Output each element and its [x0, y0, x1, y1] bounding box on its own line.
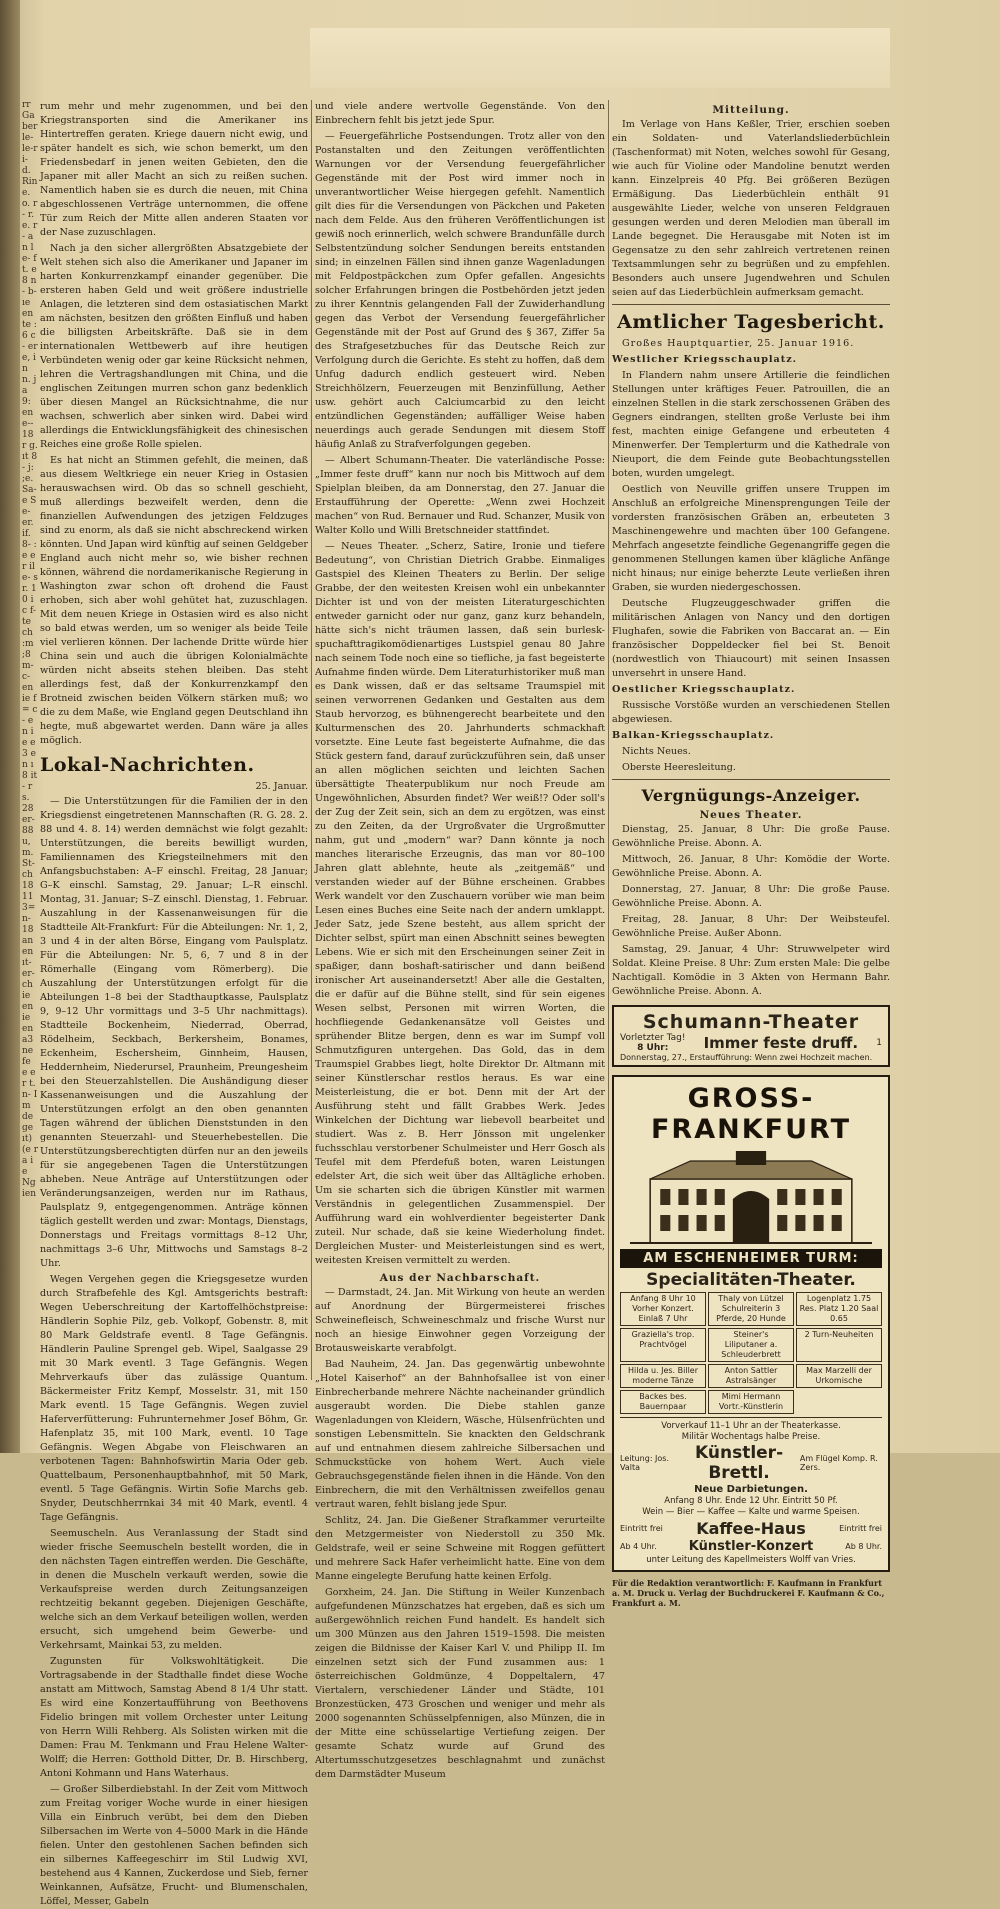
- kaffee-haus-title: Kaffee-Haus: [696, 1519, 806, 1538]
- kh-row: [620, 1518, 882, 1539]
- article-paragraph: Im Verlage von Hans Keßler, Trier, erschien soeben ein Soldaten- und Vaterlandsliederbüchlein (Taschenformat) mit Noten, welches sowohl für Gesang, wie auch für Violine oder Mandoline benutzt werden kann. Einzelpreis 40 Pfg. Bei größeren Bezügen Ermäßigung. Das Liederbüchlein enthält 91 ausgewählte Lieder, welche von unseren Feldgrauen gesungen werden und deren Melodien man überall im Lande begegnet. Die Herausgabe mit Noten ist im Gegensatze zu den sehr zahlreich vertretenen reinen Textsammlungen sehr zu begrüßen und zu empfehlen. Besonders auch unsere Jugendwehren und Schulen seien auf das Liederbüchlein aufmerksam gemacht.: [612, 119, 890, 298]
- mitteilung-heading: Mitteilung.: [712, 104, 790, 116]
- ad-text: Donnerstag, 27., Erstaufführung: Wenn zwei Hochzeit machen.: [620, 1053, 873, 1062]
- article-paragraph: Nach ja den sicher allergrößten Absatzgebiete der Welt stehen sich also die Amerikaner und Japaner im harten Konkurrenzkampf einander gegenüber. Die ersteren haben Geld und weit größere industrielle Anlagen, die letzteren sind dem ostasiatischen Markt am nächsten, besitzen den größten Einfluß und haben die billigsten Arbeitskräfte. Daß sie in dem internationalen Wettbewerb auf ihre heutigen Verbündeten wenig oder gar keine Rücksicht nehmen, lehren die Vertragshandlungen mit China, und die englischen Zeitungen murren schon ganz bedenklich über diesen Mangel an Rücksichtnahme, die nur wachsen, schwerlich aber sinken wird. Dabei wird allerdings die Entwicklungsfähigkeit des chinesischen Reiches eine große Rolle spielen.: [40, 243, 308, 450]
- program-cell: 2 Turn-Neuheiten: [796, 1328, 882, 1362]
- schumann-theater-ad: [612, 1005, 890, 1067]
- ad-text: Am Flügel Komp. R. Zers.: [799, 1454, 878, 1472]
- article-paragraph: Nichts Neues.: [622, 746, 691, 757]
- article-paragraph: und viele andere wertvolle Gegenstände. Von den Einbrechern fehlt bis jetzt jede Spur.: [315, 101, 605, 126]
- ad-headline: Immer feste druff.: [703, 1034, 859, 1052]
- article-paragraph: — Darmstadt, 24. Jan. Mit Wirkung von heute an werden auf Anordnung der Bürgermeisterei frisches Schweinefleisch, Schweineschmalz und frische Wurst nur noch an hiesige Einwohner gegen Vorzeigung der Brotausweiskarte verabfolgt.: [315, 1287, 605, 1354]
- program-cell: Anton Sattler Astralsänger: [708, 1364, 794, 1388]
- building-illustration: [630, 1149, 872, 1245]
- ad-text: Ab 8 Uhr.: [845, 1542, 882, 1551]
- dateline: 25. Januar.: [255, 781, 308, 792]
- article-paragraph: Oestlich von Neuville griffen unsere Truppen im Anschluß an erfolgreiche Minensprengungen Teile der vordersten französischen Gräben an, erbeuteten 3 Maschinengewehre und machten über 100 Gefangene. Mehrfach angesetzte feindliche Gegenangriffe gegen die genommenen Stellungen kamen über klägliche Anfänge nicht hinaus; nur einige beherzte Leute verließen ihren Graben, sie wurden niedergeschossen.: [612, 484, 890, 593]
- program-entry: Mittwoch, 26. Januar, 8 Uhr: Komödie der Worte. Gewöhnliche Preise. Abonn. A.: [612, 854, 890, 879]
- subheading: Balkan-Kriegsschauplatz.: [612, 730, 775, 741]
- program-cell: Logenplatz 1.75 Res. Platz 1.20 Saal 0.65: [796, 1292, 882, 1326]
- divider: [612, 779, 890, 780]
- neues-theater-heading: Neues Theater.: [699, 809, 803, 821]
- ad-text: Ab 4 Uhr.: [620, 1542, 657, 1551]
- article-paragraph: rum mehr und mehr zugenommen, und bei den Kriegstransporten sind die Amerikaner ins Hintertreffen geraten. Kriege dauern nicht ewig, und später handelt es sich, wie schon bemerkt, um den Friedensbedarf in jenen weiten Gebieten, den die Japaner mit aller Macht an sich zu reißen suchen. Namentlich haben sie es durch die neuen, mit China abgeschlossenen Verträge unternommen, die offene Tür zum Reich der Mitte allen anderen Staaten vor der Nase zuzuschlagen.: [40, 101, 308, 238]
- program-entry: Donnerstag, 27. Januar, 8 Uhr: Die große Pause. Gewöhnliche Preise. Abonn. A.: [612, 884, 890, 909]
- program-entry: Samstag, 29. Januar, 4 Uhr: Struwwelpeter wird Soldat. Kleine Preise. 8 Uhr: Zum ersten Male: Die gelbe Nachtigall. Komödie in 3 Akten von Hermann Bahr. Gewöhnliche Preise. Abonn. A.: [612, 944, 890, 997]
- article-paragraph: Bad Nauheim, 24. Jan. Das gegenwärtig unbewohnte „Hotel Kaiserhof“ an der Bahnhofsallee ist von einer Einbrecherbande mehrere Nächte nacheinander gründlich ausgeraubt worden. Die Diebe stahlen ganze Wagenladungen von Kleidern, Wäsche, Hülsenfrüchten und sonstigen Lebensmitteln. Sie knackten den Geldschrank auf und entnahmen diesem zahlreiche Silbersachen und Schmuckstücke von hohem Wert. Auch viele Gebrauchsgegenstände fielen ihnen in die Hände. Von den Einbrechern, die mit den Verhältnissen zweifellos genau vertraut waren, fehlt bislang jede Spur.: [315, 1359, 605, 1510]
- signature: Oberste Heeresleitung.: [622, 762, 736, 773]
- ad-text: Militär Wochentags halbe Preise.: [681, 1432, 821, 1442]
- program-cell: Backes bes. Bauernpaar: [620, 1390, 706, 1414]
- section-heading-lokal: Lokal-Nachrichten.: [40, 754, 255, 776]
- subheading: Oestlicher Kriegsschauplatz.: [612, 684, 796, 695]
- article-paragraph: In Flandern nahm unsere Artillerie die feindlichen Stellungen unter kräftiges Feuer. Patrouillen, die an einzelnen Stellen in die stark zerschossenen Gräben des Gegners eindrangen, stellten große Verluste bei ihm fest, machten einige Gefangene und erbeuteten 4 Minenwerfer. Der Templerturm und die Kathedrale von Nieuport, die dem Feinde gute Beobachtungsstellen boten, wurden umgelegt.: [612, 370, 890, 479]
- column-3: [612, 100, 890, 1608]
- column-rule: [311, 100, 312, 1380]
- article-paragraph: Russische Vorstöße wurden an verschiedenen Stellen abgewiesen.: [612, 700, 890, 725]
- article-paragraph: Seemuscheln. Aus Veranlassung der Stadt sind wieder frische Seemuscheln bestellt worden, die in den nächsten Tagen eintreffen werden. Die Geschäfte, in denen die Muscheln verkauft werden, sowie die Verkaufspreise werden durch Zeitungsanzeigen rechtzeitig bekannt gegeben. Diejenigen Geschäfte, welche sich an dem Verkauf beteiligen wollen, werden ersucht, sich umgehend beim Gewerbe- und Verkehrsamt, Mainkai 53, zu melden.: [40, 1528, 308, 1651]
- program-cell: Hilda u. Jes. Biller moderne Tänze: [620, 1364, 706, 1388]
- divider: [620, 1417, 882, 1418]
- article-paragraph: Deutsche Flugzeuggeschwader griffen die militärischen Anlagen von Nancy und den dortigen Flughafen, sowie die Fabriken von Baccarat an. — Ein französischer Doppeldecker fiel bei St. Benoit (nordwestlich von Thiaucourt) mit seinen Insassen unversehrt in unsere Hand.: [612, 598, 890, 679]
- ad-text: Vorletzter Tag!: [620, 1033, 686, 1043]
- program-cell: Steiner's Liliputaner a. Schleuderbrett: [708, 1328, 794, 1362]
- ad-text: Wein — Bier — Kaffee — Kalte und warme Speisen.: [642, 1507, 860, 1517]
- ad-text: Vorverkauf 11–1 Uhr an der Theaterkasse.: [661, 1421, 841, 1431]
- article-paragraph: — Feuergefährliche Postsendungen. Trotz aller von den Postanstalten und den Zeitungen veröffentlichten Warnungen vor der Versendung feuergefährlicher Gegenstände mit der Post wird immer noch in unverantwortlicher Weise hiergegen gefehlt. Namentlich gilt dies für die Versendungen von Päckchen und Paketen nach dem Felde. Aus den früheren Veröffentlichungen ist gewiß noch erinnerlich, welch schwere Brandunfälle durch Selbstentzündung solcher Sendungen bereits entstanden sind; in einzelnen Fällen sind ihnen ganze Wagenladungen mit Feldpostpäckchen zum Opfer gefallen. Angesichts solcher Erfahrungen bringen die Postbehörden jetzt jeden zu ihrer Kenntnis gelangenden Fall der Zuwiderhandlung gegen das Verbot der Versendung feuergefährlicher Gegenstände mit der Post auf Grund des § 367, Ziffer 5a des Strafgesetzbuches für das Deutsche Reich zur Verfolgung durch die Gerichte. Es steht zu hoffen, daß dem Unfug dadurch endlich gesteuert wird. Neben Streichhölzern, Feuerzeugen mit Benzinfüllung, Aether usw. gehört auch Calciumcarbid zu den leicht entzündlichen Gegenständen; auffälliger Weise haben neuerdings auch gerade Sendungen mit diesem Stoff häufig Anlaß zu Strafverfolgungen gegeben.: [315, 131, 605, 450]
- ad-text: Anfang 8 Uhr. Ende 12 Uhr. Eintritt 50 Pf.: [664, 1496, 838, 1506]
- article-paragraph: Zugunsten für Volkswohltätigkeit. Die Vortragsabende in der Stadthalle findet diese Woche anstatt am Mittwoch, Samstag Abend 8 1/4 Uhr statt. Es wird eine Konzertaufführung von Beethovens Fidelio bringen mit vollem Orchester unter Leitung von Herrn Willi Rehberg. Als Solisten wirken mit die Damen: Frau M. Tenkmann und Frau Helene Walter-Wolff; die Herren: Gotthold Ditter, Dr. B. Hirschberg, Antoni Kohmann und Hans Waterhaus.: [40, 1656, 308, 1779]
- tagesbericht-heading: Amtlicher Tagesbericht.: [617, 311, 885, 333]
- article-paragraph: — Die Unterstützungen für die Familien der in den Kriegsdienst eingetretenen Mannschaften (R. G. 28. 2. 88 und 4. 8. 14) werden demnächst wie folgt gezahlt: Unterstützungen, die bereits bewilligt wurden, Familiennamen des Kriegsteilnehmers mit den Anfangsbuchstaben: A–F einschl. Freitag, 28 Januar; G–K einschl. Samstag, 29. Januar; L–R einschl. Montag, 31. Januar; S–Z einschl. Dienstag, 1. Februar. Auszahlung in der Kassenanweisungen für die Stadtteile Alt-Frankfurt: Für die Abteilungen: Nr. 1, 2, 3 und 4 in der alten Börse, Eingang vom Paulsplatz. Für die Abteilungen: Nr. 5, 6, 7 und 8 in der Römerhalle (Eingang vom Römerberg). Die Auszahlung der Unterstützungen erfolgt für die Abteilungen 1–8 bei der Stadthauptkasse, Paulsplatz 9, 9–12 Uhr vormittags und 3–5 Uhr nachmittags). Stadtteile Bockenheim, Niederrad, Oberrad, Rödelheim, Seckbach, Berkersheim, Bonames, Eckenheim, Eschersheim, Ginnheim, Hausen, Heddernheim, Niederursel, Praunheim, Preungesheim bei den Steuerzahlstellen. Die Aushändigung dieser Kassenanweisungen und die Auszahlung der Unterstützungen erfolgt an den oben genannten Tagen während der üblichen Dienststunden in den genannten Steuerzahl- und Steuerhebestellen. Die Unterstützungsberechtigten dürfen nur an den jeweils für sie angegebenen Tagen die Unterstützungen abheben. Neue Anträge auf Unterstützungen oder Veränderungsanzeigen, werden nur im Rathaus, Paulsplatz 9, entgegengenommen. Anträge können täglich gestellt werden und zwar: Montags, Dienstags, Donnerstags und Freitags vormittags 8–12 Uhr, nachmittags 3–6 Uhr, Mittwochs und Samstags 8–2 Uhr.: [40, 796, 308, 1269]
- ad-title: Schumann-Theater: [642, 1011, 860, 1033]
- column-1: [40, 100, 308, 1907]
- ad-text: Eintritt frei: [620, 1524, 663, 1533]
- article-paragraph: — Neues Theater. „Scherz, Satire, Ironie und tiefere Bedeutung“, von Christian Dietrich Grabbe. Einmaliges Gastspiel des Kleinen Theaters zu Berlin. Der selige Grabbe, der den weitesten Kreisen wohl ein unbekannter Dichter ist und von der meisten Literaturgeschichten entweder garnicht oder nur ganz, ganz kurz behandeln, hätte sich's nicht träumen lassen, daß sein burlesk-spuchafttragikomödienartiges Lustspiel genau 80 Jahre nach seinem Tode noch eine so tiefliche, ja fast begeisterte Aufnahme finden würde. Dem Literaturhistoriker muß man es Dank wissen, daß er das seltsame Traumspiel mit seinen verworrenen Gedanken und Gestalten aus dem Staub hervorzog, es bühnengerecht bearbeitete und den Kulturmenschen des 20. Jahrhunderts schmackhaft vorsetzte. Eine Leute fast begeisterte Aufnahme, die das Stück gestern fand, darauf zurückzuführen sein, daß unser an allen möglichen seichten und leichten Sachen übersättigte Theaterpublikum nur noch Freude am Ungewöhnlichen, Absurden findet? Wer weiß!? Oder soll's der Zug der Zeit sein, sich an dem zu ergötzen, was einst zu den Zeiten, da der Urgroßvater die Urgroßmutter nahm, gut und „modern“ war? Dann könnte ja noch manches literarische Erzeugnis, das man vor 80–100 Jahren glatt ablehnte, heute als „zeitgemäß“ und verstanden wieder auf der Bühne erscheinen. Grabbes Werk wandelt vor den Zuschauern vorüber wie man beim Lesen eines Buches eine Seite nach der andern umklappt. Jeder Satz, jede Szene besteht, aus allem spricht der Dichter selbst, spürt man einen Abschnitt seines bewegten Lebens. Wie er sich mit den Erscheinungen seiner Zeit in spaßiger, dann boshaft-satirischer und dann beißend ironischer Art auseinandersetzt! Aber alle die Gestalten, die er dafür auf die Bühne stellt, sind für sein eigenes Wesen selbst, Personen mit wirren Worten, die hochfliegende Gedankenansätze voll Geistes und sprühender Blitze bergen, denn es war im Sumpf voll Schmutzfiguren untergehen. Das Gold, das in dem Traumspiel Grabbes liegt, holte Direktor Dr. Altmann mit seiner Künstlerschar restlos heraus. Es war eine Meisterleistung, die er bot. Denn mit der Art der Ausführung steht und fällt Grabbes Werk. Jedes Winkelchen der Dichtung war liebevoll bearbeitet und studiert. Was z. B. Herr Jönsson mit ungelenker fuchsschlau verstorbener Schulmeister und Herr Gosch als Teufel mit dem Pferdefuß boten, waren Leistungen edelster Art, die sich weit über das Alltägliche erhoben. Um sie scharten sich die übrigen Künstler mit warmen Verständnis in gelegentlichen Zusammenspiel. Der Aufführung ward ein wohlverdienter begeisterter Dank zuteil. Nur schade, daß sie keine Wiederholung findet. Dergleichen Muster- und Meisterleistungen sind es wert, weitesten Kreisen vermittelt zu werden.: [315, 541, 605, 1266]
- ad-text: unter Leitung des Kapellmeisters Wolff van Vries.: [646, 1555, 856, 1565]
- ad-location-band: AM ESCHENHEIMER TURM:: [620, 1249, 882, 1268]
- ad-text: Eintritt frei: [839, 1524, 882, 1533]
- article-paragraph: Es hat nicht an Stimmen gefehlt, die meinen, daß aus diesem Weltkriege ein neuer Krieg in Ostasien herauswachsen wird. Ob das so schnell geschieht, muß allerdings bezweifelt werden, denn die finanziellen Aufwendungen des jetzigen Feldzuges sind zu enorm, als daß sie nicht abschreckend wirken könnten. Und Japan wird künftig auf seinen Geldgeber England auch nicht mehr so, wie bisher rechnen können, während die nordamerikanische Regierung in Washington zwar schon oft drohend die Faust erhoben, sich aber wohl gehütet hat, zuzuschlagen. Mit dem neuen Kriege in Ostasien wird es also nicht so bald etwas werden, um so weniger als beide Teile viel verlieren können. Der lachende Dritte würde hier China sein und auch die übrigen Kolonialmächte würden nicht abseits stehen bleiben. Das steht allerdings fest, daß der Konkurrenzkampf den Brotneid zwischen beiden Völkern stärken muß; wo die zu dem Maße, wie England gegen Deutschland ihn hegte, muß abgewartet werden. Dann wäre ja alles möglich.: [40, 455, 308, 746]
- program-entry: Dienstag, 25. Januar, 8 Uhr: Die große Pause. Gewöhnliche Preise. Abonn. A.: [612, 824, 890, 849]
- program-cell: Graziella's trop. Prachtvögel: [620, 1328, 706, 1362]
- kk-row: [620, 1539, 882, 1554]
- program-cell: Max Marzelli der Urkomische: [796, 1364, 882, 1388]
- ad-row: [620, 1033, 882, 1053]
- divider: [612, 304, 890, 305]
- program-cell: Anfang 8 Uhr 10 Vorher Konzert. Einlaß 7 Uhr: [620, 1292, 706, 1326]
- ad-subtitle: Specialitäten-Theater.: [646, 1270, 856, 1290]
- column-rule: [608, 100, 609, 1380]
- article-paragraph: — Großer Silberdiebstahl. In der Zeit vom Mittwoch zum Freitag voriger Woche wurde in einer hiesigen Villa ein Einbruch verübt, bei dem den Dieben Silbersachen im Werte von 4–5000 Mark in die Hände fielen. Unter den gestohlenen Sachen befinden sich ein silbernes Kaffeegeschirr im Stil Ludwig XVI, bestehend aus 4 Kannen, Zuckerdose und Sieb, ferner Weinkannen, Aufsätze, Frucht- und Blumenschalen, Löffel, Messer, Gabeln: [40, 1784, 308, 1907]
- section-heading-nachbarschaft: Aus der Nachbarschaft.: [379, 1272, 541, 1284]
- program-grid: [620, 1292, 882, 1414]
- left-margin-fragments: rr Ga ber le- le-ri- d. Rin e. o. r- r. e. r- an le- ft. e8 n- b- ıe en te :6 c- er e, in n. ja 9: en e-- 18 r g. ıt 8- j: ;e. Sa- e Se- er. if. 8- :e er il e- sr. 10 ic f- te ch :m ;8 m- c- en ie f= c- en ie e3 en ı8 it- rs. 28 er- 88 u, m. St- ch 18 11 3= n- 18 an en ıt- er- ch ie en ie en a3 ne fe e er t. n- Im de ge ıt) (e ra ie Ng ien: [22, 100, 39, 1199]
- ad-text: Leitung: Jos. Valta: [620, 1454, 670, 1472]
- kuenstler-konzert-title: Künstler-Konzert: [688, 1539, 814, 1554]
- ad-left: [620, 1033, 685, 1053]
- imprint: Für die Redaktion verantwortlich: F. Kaufmann in Frankfurt a. M. Druck u. Verlag der Buchdruckerei F. Kaufmann & Co., Frankfurt a. M.: [612, 1578, 885, 1608]
- article-paragraph: Schlitz, 24. Jan. Die Gießener Strafkammer verurteilte den Metzgermeister von Niederstoll zu 350 Mk. Geldstrafe, weil er seine Schweine mit Roggen gefüttert und mehrere Sack Hafer verheimlicht hatte. Eine von dem Manne eingelegte Berufung hatte keinen Erfolg.: [315, 1515, 605, 1582]
- gross-frankfurt-ad: [612, 1075, 890, 1572]
- article-paragraph: — Albert Schumann-Theater. Die vaterländische Posse: „Immer feste druff“ kann nur noch bis Mittwoch auf dem Spielplan bleiben, da am Donnerstag, den 27. Januar die Erstaufführung der Operette: „Wenn zwei Hochzeit machen“ von Rud. Bernauer und Rud. Schanzer, Musik von Walter Kollo und Willi Bretschneider stattfindet.: [315, 455, 605, 536]
- kb-row: [620, 1443, 882, 1483]
- ad-text: 8 Uhr:: [637, 1043, 669, 1053]
- subheading: Westlicher Kriegsschauplatz.: [612, 354, 797, 365]
- ad-note: 1: [876, 1038, 882, 1048]
- ad-text: Neue Darbietungen.: [694, 1484, 808, 1495]
- article-paragraph: Gorxheim, 24. Jan. Die Stiftung in Weiler Kunzenbach aufgefundenen Münzschatzes hat ergeben, daß es sich um außergewöhnlich reichen Fund handelt. Es handelt sich um 300 Münzen aus den Jahren 1519–1598. Die meisten zeigen die Bildnisse der Kaiser Karl V. und Philipp II. Im einzelnen setzt sich der Fund zusammen aus: 1 österreichischen Goldmünze, 4 Doppeltalern, 47 Viertalern, verschiedener Länder und Städte, 101 Bronzestücken, 473 Groschen und weniger und mehr als 2000 sogenannten Schüsselpfennigen, also Münzen, die in der Mitte eine schüsselartige Vertiefung zeigen. Der gesamte Schatz wurde auf Grund des Altertumsschutzgesetzes beschlagnahmt und zunächst dem Darmstädter Museum: [315, 1587, 605, 1780]
- dateline: Großes Hauptquartier, 25. Januar 1916.: [622, 338, 855, 349]
- page-binding: [0, 0, 20, 1453]
- article-paragraph: Wegen Vergehen gegen die Kriegsgesetze wurden durch Strafbefehle des Kgl. Amtsgerichts bestraft: Wegen Ueberschreitung der Kartoffelhöchstpreise: Händlerin Sophie Pilz, geb. Volkopf, Gobenstr. 8, mit 80 Mark Geldstrafe eventl. 8 Tage Gefängnis. Händlerin Pauline Sprengel geb. Wipel, Saalgasse 29 mit 30 Mark eventl. 3 Tage Gefängnis. Wegen Mehrverkaufs über das zulässige Quantum. Bäckermeister Fritz Kempf, Mosselstr. 31, mit 150 Mark eventl. 15 Tage Gefängnis. Wegen zuviel Haferverfütterung: Fuhrunternehmer Josef Böhm, Gr. Hafenplatz 35, mit 100 Mark, eventl. 10 Tage Gefängnis. Wegen Abgabe von Fleischwaren an verbotenen Tagen: Bahnhofswirtin Maria Oder geb. Quattelbaum, Personenhauptbahnhof, mit 50 Mark, eventl. 5 Tage Gefängnis. Wirtin Sofie Marchs geb. Snyder, Deutschherrnkai 34 mit 40 Mark, eventl. 4 Tage Gefängnis.: [40, 1274, 308, 1523]
- program-entry: Freitag, 28. Januar, 8 Uhr: Der Weibsteufel. Gewöhnliche Preise. Außer Abonn.: [612, 914, 890, 939]
- column-2: [315, 100, 605, 1780]
- program-cell: Mimi Hermann Vortr.-Künstlerin: [708, 1390, 794, 1414]
- kuenstler-brettl-title: Künstler-Brettl.: [695, 1443, 784, 1483]
- ad-title: GROSS-FRANKFURT: [650, 1083, 851, 1145]
- program-cell: Thaly von Lützel Schulreiterin 3 Pferde, 20 Hunde: [708, 1292, 794, 1326]
- vergnuegungs-heading: Vergnügungs-Anzeiger.: [641, 786, 861, 805]
- faded-masthead-area: [310, 28, 890, 88]
